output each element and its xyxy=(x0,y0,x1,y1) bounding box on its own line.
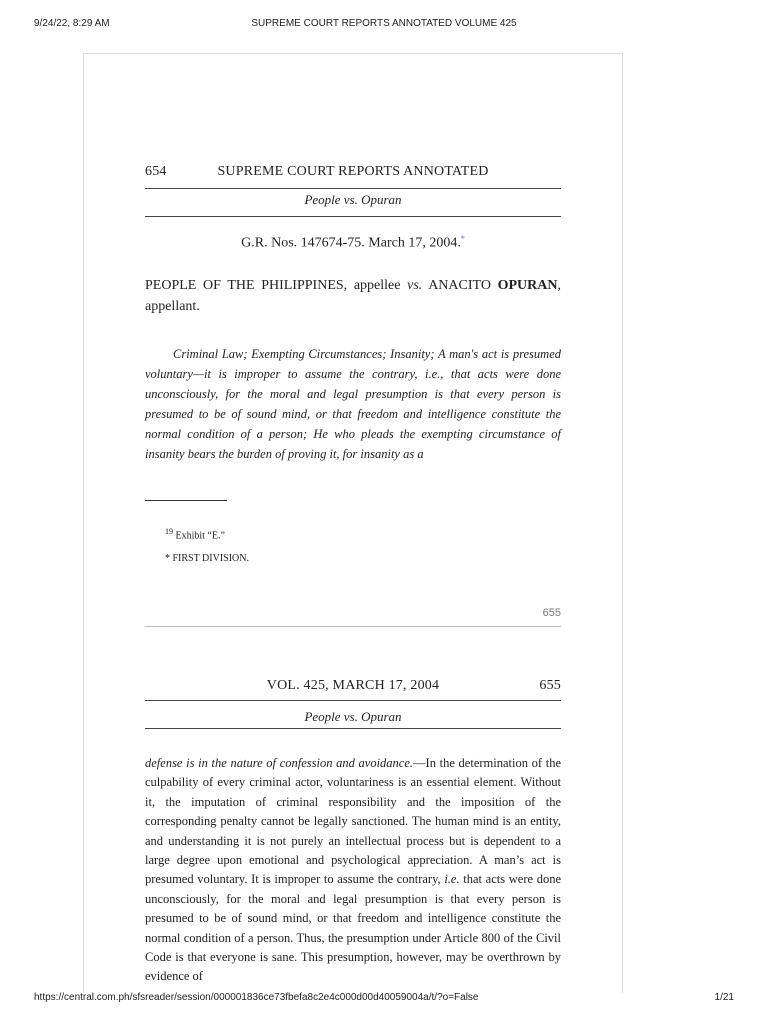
print-url: https://central.com.ph/sfsreader/session/000001836ce73fbefa8c2e4c000d00d40059004a/t/?o=False xyxy=(34,992,479,1003)
running-head-volume: VOL. 425, MARCH 17, 2004 xyxy=(266,678,440,693)
header-rule xyxy=(145,700,561,701)
footnote-division: * FIRST DIVISION. xyxy=(165,553,249,564)
case-parties xyxy=(145,275,561,317)
page-number: 654 xyxy=(145,164,167,179)
parties-end: , appellant. xyxy=(145,278,561,314)
browser-print-header xyxy=(0,18,768,32)
footnote-19-mark: 19 xyxy=(165,527,173,536)
subhead-rule xyxy=(145,216,561,217)
body-paragraph xyxy=(145,754,561,987)
footnote-19 xyxy=(165,527,225,541)
syllabus-text: Criminal Law; Exempting Circumstances; Insanity; A man's act is presumed voluntary—it is improper to assume the contrary, i.e., that acts were done unconsciously, for the moral and legal presumption is that every person is presumed to be of sound mind, or that freedom and intelligence constitute the normal condition of a person; He who pleads the exempting circumstance of insanity bears the burden of proving it, for insanity as a xyxy=(145,347,561,461)
subhead-rule xyxy=(145,728,561,729)
body-text-ie: i.e. xyxy=(444,872,460,887)
browser-print-footer xyxy=(0,992,768,1006)
print-document-title: SUPREME COURT REPORTS ANNOTATED VOLUME 425 xyxy=(251,18,517,29)
page-number: 655 xyxy=(539,678,561,693)
case-title: People vs. Opuran xyxy=(304,192,402,207)
page-break-marker: 655 xyxy=(542,607,561,619)
syllabus-continuation: defense is in the nature of confession and avoidance. xyxy=(145,756,414,770)
parties-lead: PEOPLE OF THE PHILIPPINES, appellee xyxy=(145,278,408,293)
body-text-part2: that acts were done unconsciously, for the moral and legal presumption is that every person is presumed to be of sound mind, or that freedom and intelligence constitute the normal condition of a person. Thus, the presumption under Article 800 of the Civil Code is that everyone is sane. This presumption, however, may be overthrown by evidence of xyxy=(145,872,561,984)
footnote-19-text: Exhibit “E.” xyxy=(173,530,225,542)
page-break-rule xyxy=(145,626,561,627)
case-number xyxy=(145,234,561,252)
decision-body xyxy=(145,754,561,987)
parties-accused: OPURAN xyxy=(497,278,558,293)
case-number-text: G.R. Nos. 147674-75. March 17, 2004. xyxy=(241,235,461,251)
print-page-count: 1/21 xyxy=(714,992,734,1003)
running-head-655 xyxy=(145,678,561,700)
body-text-part1: —In the determination of the culpability of every criminal actor, voluntariness is an essential element. Without it, the imputation of criminal responsibility and the imposition of the corresponding penalty cannot be legally sanctioned. The human mind is an entity, and understanding it is not purely an intellectual process but is dependent to a large degree upon emotional and psychological appreciation. A man’s act is presumed voluntary. It is improper to assume the contrary, xyxy=(145,756,561,887)
running-head-654 xyxy=(145,164,561,186)
parties-mid: ANACITO xyxy=(422,278,498,293)
running-head-title: SUPREME COURT REPORTS ANNOTATED xyxy=(217,164,489,179)
case-title: People vs. Opuran xyxy=(304,709,402,724)
header-rule xyxy=(145,188,561,189)
footnote-rule xyxy=(145,500,227,501)
syllabus xyxy=(145,344,561,464)
print-datetime: 9/24/22, 8:29 AM xyxy=(34,18,110,29)
division-footnote-link[interactable]: * xyxy=(460,234,465,243)
parties-vs: vs. xyxy=(407,278,423,293)
